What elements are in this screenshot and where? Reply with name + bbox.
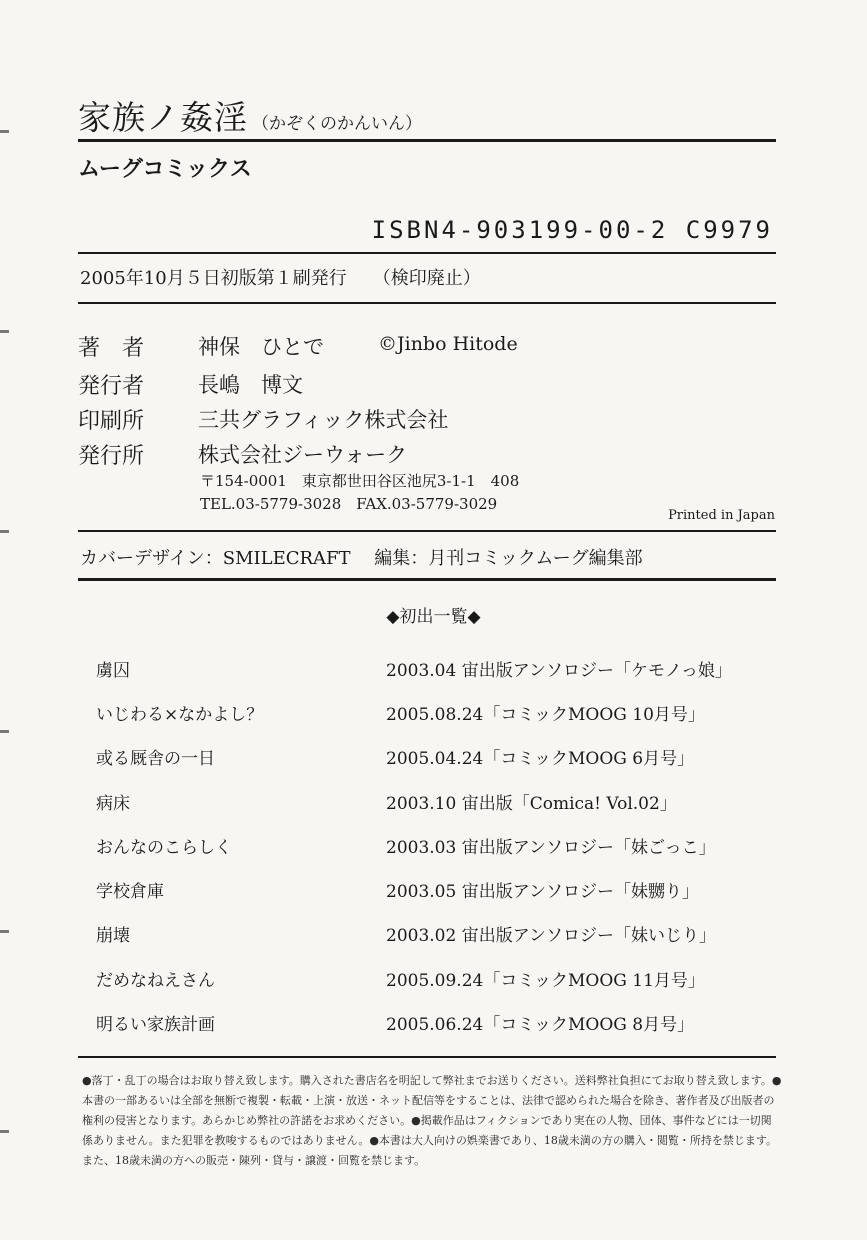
credit-label-publishing-house: 発行所 xyxy=(78,444,145,469)
credit-label-printer: 印刷所 xyxy=(78,409,145,434)
legal-notice: ●落丁・乱丁の場合はお取り替え致します。購入された書店名を明記して弊社までお送りください。送料弊社負担にてお取り替え致します。●本書の一部あるいは全部を無断で複製・転載・上演・放送・ネット配信等をすることは、法律で認められた場合を除き、著作者及び出版者の権利の侵害となります。あらかじめ弊社の許諾をお求めください。●掲載作品はフィクションであり実在の人物、団体、事件などには一切関係ありません。また犯罪を教唆するものではありません。●本書は大人向けの娯楽書であり、18歳未満の方の購入・閲覧・所持を禁じます。また、18歳未満の方への販売・陳列・貸与・譲渡・回覧を禁じます。 xyxy=(82,1074,782,1167)
binding-mark xyxy=(0,930,9,933)
story-source: 2005.08.24「コミックMOOG 10月号」 xyxy=(386,705,705,725)
story-source: 2003.04 宙出版アンソロジー「ケモノっ娘」 xyxy=(386,661,732,681)
story-title: 或る厩舎の一日 xyxy=(96,749,215,769)
credit-value-publishing-house: 株式会社ジーウォーク xyxy=(198,443,408,467)
credit-value-printer: 三共グラフィック株式会社 xyxy=(198,408,449,432)
story-title: 明るい家族計画 xyxy=(96,1015,215,1035)
copyright-notice: ©Jinbo Hitode xyxy=(378,333,518,355)
story-source: 2005.09.24「コミックMOOG 11月号」 xyxy=(386,971,705,991)
title-reading: （かぞくのかんいん） xyxy=(252,114,422,134)
title-text: 家族ノ姦淫 xyxy=(78,98,248,137)
address-line: 〒154-0001 東京都世田谷区池尻3-1-1 408 xyxy=(200,472,520,490)
binding-mark xyxy=(0,530,9,533)
binding-mark xyxy=(0,130,9,133)
story-title: いじわる×なかよし？ xyxy=(96,705,264,725)
story-title: 虜囚 xyxy=(96,661,130,681)
divider xyxy=(78,1056,776,1058)
publication-date xyxy=(80,264,481,290)
story-title: 病床 xyxy=(96,794,130,814)
binding-mark xyxy=(0,1130,9,1133)
credit-value-publisher: 長嶋 博文 xyxy=(198,373,303,397)
story-source: 2005.04.24「コミックMOOG 6月号」 xyxy=(386,749,695,769)
book-title xyxy=(78,92,422,139)
divider xyxy=(78,252,776,254)
printed-in-japan: Printed in Japan xyxy=(668,508,775,523)
story-title: 崩壊 xyxy=(96,926,130,946)
story-title: だめなねえさん xyxy=(96,971,215,991)
divider xyxy=(78,139,776,142)
publication-date-text: 2005年10月５日初版第１刷発行 xyxy=(80,268,347,289)
divider xyxy=(78,302,776,304)
story-source: 2003.03 宙出版アンソロジー「妹ごっこ」 xyxy=(386,838,716,858)
phone-fax-line: TEL.03-5779-3028 FAX.03-5779-3029 xyxy=(200,495,498,513)
story-title: 学校倉庫 xyxy=(96,882,164,902)
cover-design-credit: カバーデザイン：SMILECRAFT 編集：月刊コミックムーグ編集部 xyxy=(80,548,643,569)
divider xyxy=(78,578,776,581)
binding-mark xyxy=(0,730,9,733)
story-source: 2003.05 宙出版アンソロジー「妹嬲り」 xyxy=(386,882,700,902)
divider xyxy=(78,530,776,532)
story-source: 2003.10 宙出版「Comica! Vol.02」 xyxy=(386,794,677,814)
story-source: 2003.02 宙出版アンソロジー「妹いじり」 xyxy=(386,926,717,946)
credit-value-author: 神保 ひとで xyxy=(198,335,324,359)
first-appearance-heading: ◆初出一覧◆ xyxy=(386,607,481,627)
story-title: おんなのこらしく xyxy=(96,838,232,858)
imprint-name: ムーグコミックス xyxy=(78,157,252,182)
binding-mark xyxy=(0,330,9,333)
credit-label-publisher: 発行者 xyxy=(78,374,145,399)
seal-note: （検印廃止） xyxy=(372,268,481,289)
isbn-code: ISBN4-903199-00-2 C9979 xyxy=(371,216,773,244)
credit-label-author: 著 者 xyxy=(78,336,145,361)
story-source: 2005.06.24「コミックMOOG 8月号」 xyxy=(386,1015,695,1035)
